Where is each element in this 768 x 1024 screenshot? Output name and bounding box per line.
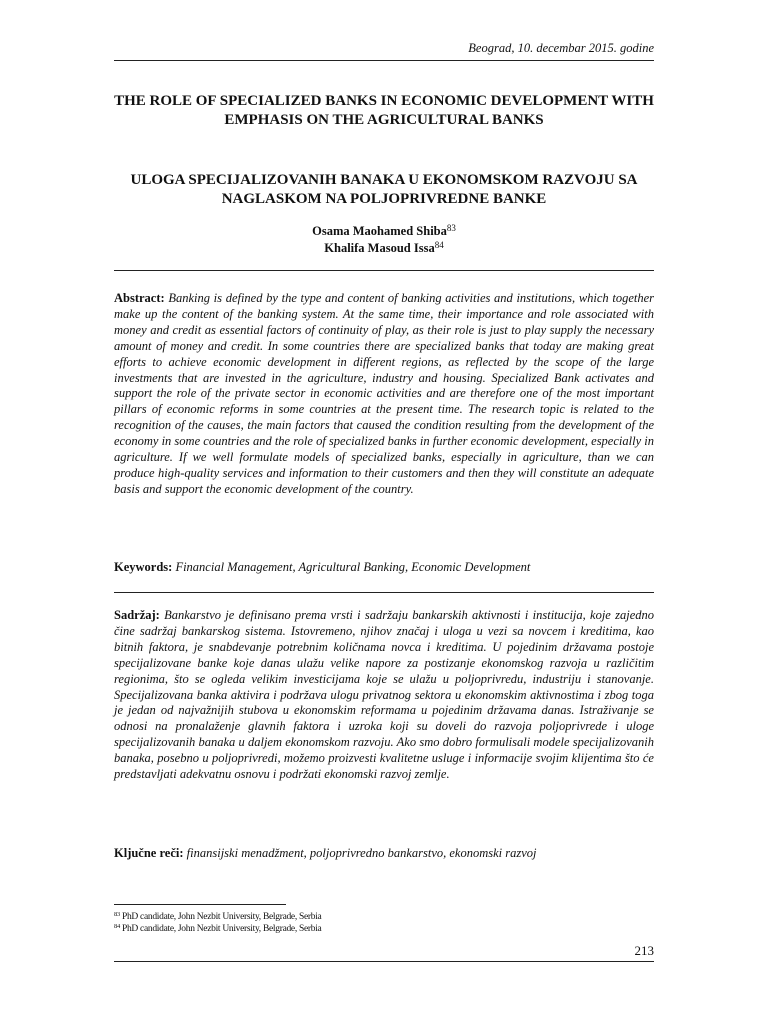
abstract-serbian	[114, 608, 654, 783]
keywords-serbian	[114, 845, 654, 861]
keywords-english-label: Keywords:	[114, 560, 173, 574]
title-english: THE ROLE OF SPECIALIZED BANKS IN ECONOMIC DEVELOPMENT WITH EMPHASIS ON THE AGRICULTURAL BANKS	[114, 93, 654, 128]
paper-page	[114, 0, 654, 1024]
footer-rule	[114, 961, 654, 962]
title-serbian: ULOGA SPECIJALIZOVANIH BANAKA U EKONOMSKOM RAZVOJU SA NAGLASKOM NA POLJOPRIVREDNE BANKE	[130, 172, 638, 207]
author-1-name: Osama Maohamed Shiba	[312, 224, 447, 238]
footnote-rule	[114, 904, 286, 905]
footnote-83-text: PhD candidate, John Nezbit University, Belgrade, Serbia	[121, 912, 322, 922]
keywords-serbian-label: Ključne reči:	[114, 846, 184, 860]
footnote-84	[114, 921, 321, 935]
abstract-english	[114, 291, 654, 498]
section-rule-2	[114, 592, 654, 593]
author-2-note: 84	[434, 240, 444, 250]
footnote-84-num: 84	[114, 923, 120, 930]
section-rule-1	[114, 270, 654, 271]
page-number: 213	[634, 943, 654, 958]
author-2-name: Khalifa Masoud Issa	[324, 241, 435, 255]
footnote-83-num: 83	[114, 911, 120, 918]
abstract-serbian-label: Sadržaj:	[114, 608, 160, 622]
abstract-serbian-text: Bankarstvo je definisano prema vrsti i sadržaju bankarskih aktivnosti i institucija, koje zajedno čine sadržaj bankarskog sistema. Istovremeno, njihov značaj i uloga u vezi sa novcem i kreditima, kao bitnih faktora, je snabdevanje potrebnim količnama novca i kreditima. U pojedinim državama postoje specijalizovane banke koje danas ulažu velike napore za postizanje ekonomskog razvoja u različitim regionima, što se ogleda velikim investicijama koje se ulažu u poljoprivredu, industriju i stanovanje. Specijalizovana banka aktivira i podržava ulogu privatnog sektora u ekonomskim aktivnostima i zbog toga je jedan od najvažnijih stubova u ekonomskim reformama u pojedinim državama danas. Istraživanje se odnosi na pronalaženje glavnih faktora i uzroka koji su doveli do razvoja poljoprivrede i uloge specijalizovanih banaka u daljem ekonomskom razvoju. Ako smo dobro formulisali modele specijalizovanih banaka, posebno u poljoprivredi, možemo proizvesti kvalitetne usluge i informacije svojim klijentima što će predstavljati adekvatnu osnovu i podržati ekonomski razvoj zemlje.	[114, 608, 654, 782]
author-1-note: 83	[446, 223, 456, 233]
keywords-english-text: Financial Management, Agricultural Banking, Economic Development	[175, 560, 531, 574]
footnote-84-text: PhD candidate, John Nezbit University, Belgrade, Serbia	[121, 924, 322, 934]
header-rule	[114, 60, 654, 61]
header-date: Beograd, 10. decembar 2015. godine	[468, 41, 654, 55]
author-2	[114, 237, 654, 256]
abstract-english-label: Abstract:	[114, 291, 165, 305]
keywords-serbian-text: finansijski menadžment, poljoprivredno bankarstvo, ekonomski razvoj	[186, 846, 537, 860]
abstract-english-text: Banking is defined by the type and content of banking activities and institutions, which together make up the content of the banking system. At the same time, their importance and role associated with money and credit as essential factors of continuity of play, as their role is just to play supply the necessary amount of money and credit. In some countries there are specialized banks that today are making great efforts to achieve economic development in different regions, as reflected by the scope of the large investments that are invested in the agriculture, industry and housing. Specialized Bank activates and support the role of the private sector in economic activities and are therefore one of the most important pillars of economic reforms in some countries at the present time. The research topic is related to the recognition of the causes, the main factors that caused the condition resulting from the development of the economy in some countries and the role of specialized banks in further economic development, especially in agriculture. If we well formulate models of specialized banks, especially in agriculture, than we can produce high-quality services and information to their customers and then they will constitute an adequate basis and support the economic development of the country.	[114, 291, 654, 496]
keywords-english	[114, 559, 654, 575]
